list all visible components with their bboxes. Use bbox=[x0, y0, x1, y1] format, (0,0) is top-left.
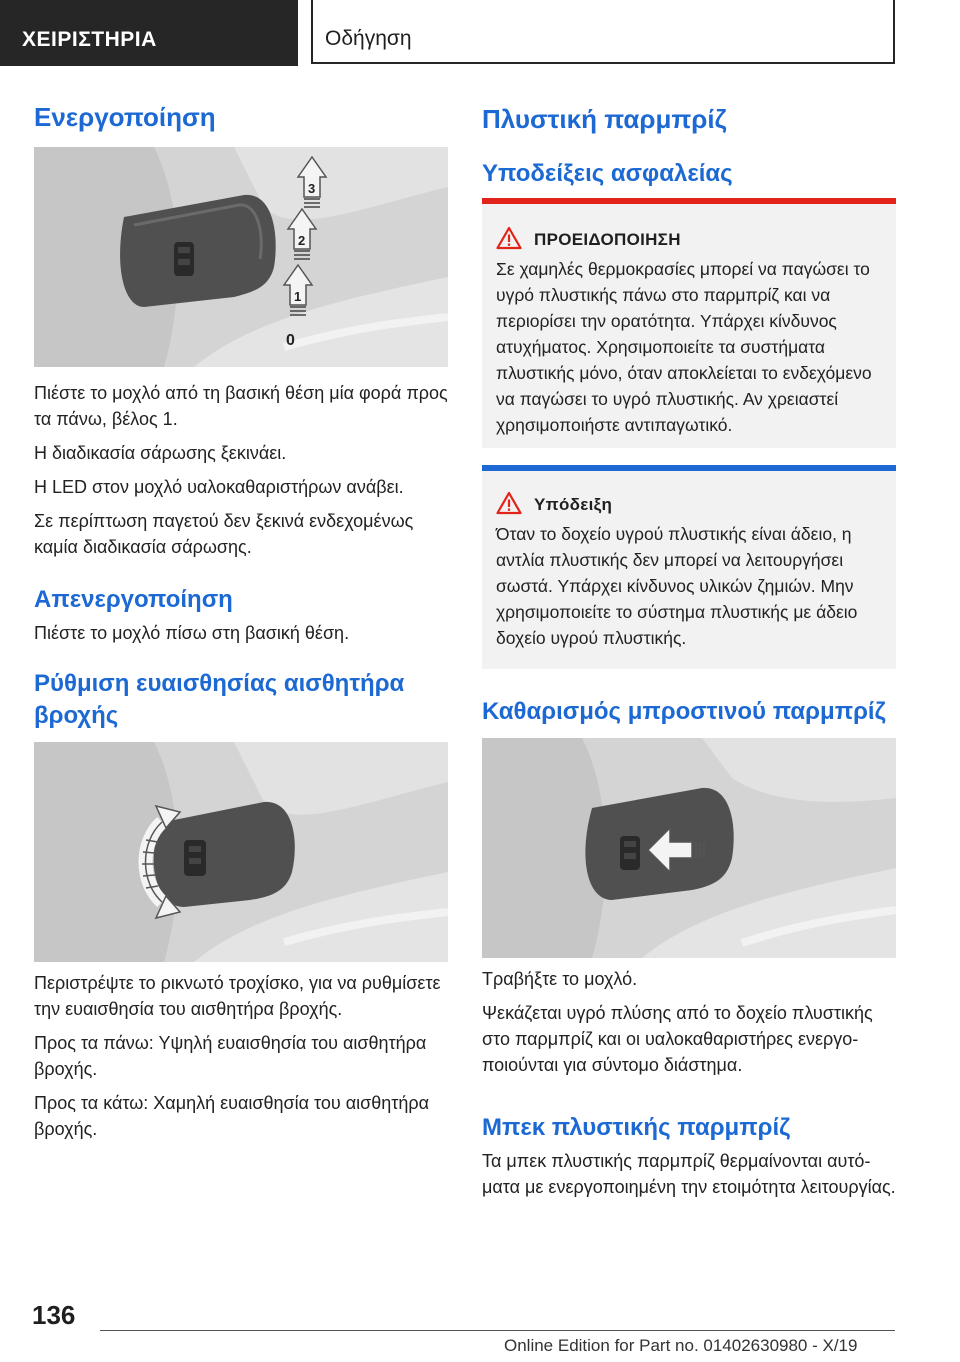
nozzles-text: Τα μπεκ πλυστικής παρμπρίζ θερμαίνονται αυτόματα με ενεργοποιημένη την ετοιμότητα λειτουργίας. bbox=[482, 1151, 896, 1197]
safety-subheading: Υποδείξεις ασφαλείας bbox=[482, 160, 733, 187]
sensitivity-heading-line1: Ρύθμιση ευαισθησίας αισθητήρα bbox=[34, 670, 405, 697]
figure-label: 1 bbox=[294, 289, 302, 304]
figure-label: 0 bbox=[286, 332, 295, 349]
front-clean-heading: Καθαρισμός μπροστινού παρμπρίζ bbox=[482, 698, 886, 725]
page-number: 136 bbox=[32, 1300, 76, 1330]
notice-text: Όταν το δοχείο υγρού πλυστικής είναι άδειο, η αντλία πλυστικής δεν μπορεί να λειτουργήσει σωστά. Υπάρχει κίνδυνος υλικών ζημιών. Μην χρησιμοποιείτε το σύστημα πλυστικής με άδειο δοχείο υγρού πλυστικής. bbox=[496, 524, 858, 648]
deactivation-text: Πιέστε το μοχλό πίσω στη βασική θέση. bbox=[34, 623, 350, 643]
activation-paragraph: Η LED στον μοχλό υαλοκαθαριστήρων ανάβει. bbox=[34, 477, 404, 497]
front-clean-paragraph: Τραβήξτε το μοχλό. bbox=[482, 969, 638, 989]
warning-title: ΠΡΟΕΙΔΟΠΟΙΗΣΗ bbox=[534, 230, 681, 249]
edition-note: Online Edition for Part no. 01402630980 - X/19 bbox=[504, 1336, 858, 1355]
activation-paragraph: Σε περίπτωση παγετού δεν ξεκινά ενδεχομένως καμία διαδικασία σάρωσης. bbox=[34, 511, 414, 557]
activation-paragraph: Πιέστε το μοχλό από τη βασική θέση μία φορά προς τα πάνω, βέλος 1. bbox=[34, 383, 448, 429]
activation-heading: Ενεργοποίηση bbox=[34, 102, 216, 132]
page-header bbox=[0, 0, 960, 66]
warning-box bbox=[482, 198, 896, 448]
washer-heading: Πλυστική παρμπρίζ bbox=[482, 104, 727, 134]
nozzles-heading: Μπεκ πλυστικής παρμπρίζ bbox=[482, 1114, 791, 1141]
section-tab: ΧΕΙΡΙΣΤΗΡΙΑ bbox=[0, 0, 298, 66]
sensitivity-paragraph: Περιστρέψτε το ρικνωτό τροχίσκο, για να ρυθμίσετε την ευαισθησία του αισθητήρα βροχής. bbox=[34, 973, 441, 1019]
notice-box bbox=[482, 465, 896, 669]
footer-divider bbox=[100, 1330, 895, 1331]
sensitivity-paragraph: Προς τα πάνω: Υψηλή ευαισθησία του αισθητήρα βροχής. bbox=[34, 1033, 427, 1079]
notice-title: Υπόδειξη bbox=[534, 495, 613, 514]
sensitivity-figure bbox=[34, 742, 448, 962]
activation-paragraph: Η διαδικασία σάρωσης ξεκινάει. bbox=[34, 443, 287, 463]
warning-bar bbox=[482, 198, 896, 204]
chapter-tab: Οδήγηση bbox=[311, 0, 895, 64]
sensitivity-heading bbox=[34, 668, 448, 732]
deactivation-heading: Απενεργοποίηση bbox=[34, 586, 233, 613]
front-clean-figure bbox=[482, 738, 896, 958]
sensitivity-heading-line2: βροχής bbox=[34, 702, 119, 729]
notice-triangle-icon bbox=[496, 491, 522, 515]
sensitivity-paragraph: Προς τα κάτω: Χαμηλή ευαισθησία του αισθητήρα βροχής. bbox=[34, 1093, 430, 1139]
warning-triangle-icon bbox=[496, 226, 522, 250]
front-clean-paragraph: Ψεκάζεται υγρό πλύσης από το δοχείο πλυστικής στο παρμπρίζ και οι υαλοκαθαριστήρες ενεργοποιούνται για σύντομο διάστημα. bbox=[482, 1003, 873, 1075]
figure-label: 3 bbox=[308, 181, 316, 196]
figure-label: 2 bbox=[298, 233, 306, 248]
activation-figure bbox=[34, 147, 448, 367]
notice-bar bbox=[482, 465, 896, 471]
warning-text: Σε χαμηλές θερμοκρασίες μπορεί να παγώσει το υγρό πλυστικής πάνω στο παρμπρίζ και να περιορίσει την ορατότητα. Υπάρχει κίνδυνος ατυχήματος. Χρησιμοποιείτε τα συστήματα πλυστικής μόνο, όταν αποκλείεται το ενδεχόμενο να παγώσει το υγρό πλυστικής. Αν χρειαστεί χρησιμοποιήστε αντιπαγωτικό. bbox=[496, 259, 872, 435]
